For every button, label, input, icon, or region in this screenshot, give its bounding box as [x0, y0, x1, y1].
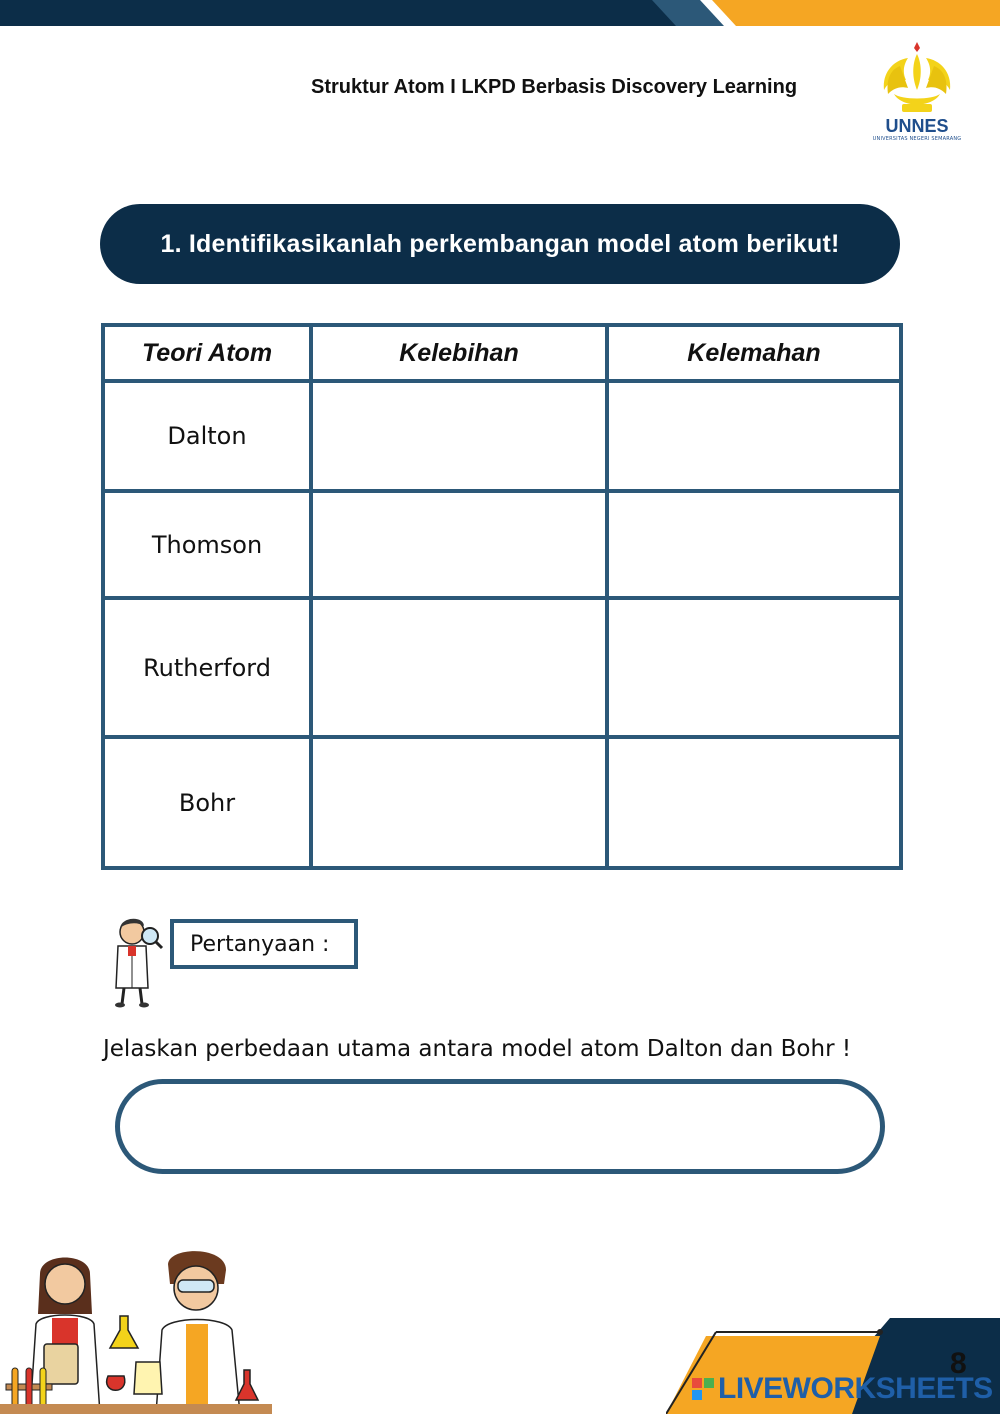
header-decor-bar: [0, 0, 1000, 26]
weaknesses-answer-cell[interactable]: [607, 737, 901, 868]
question-label-box: [170, 919, 358, 969]
table-row: [103, 737, 901, 868]
column-header-theory: Teori Atom: [103, 325, 311, 381]
advantages-answer-cell[interactable]: [311, 491, 607, 598]
advantages-answer-cell[interactable]: [311, 598, 607, 737]
advantages-answer-cell[interactable]: [311, 381, 607, 491]
document-header-title: Struktur Atom I LKPD Berbasis Discovery Learning: [311, 76, 798, 98]
column-header-weaknesses: Kelemahan: [607, 325, 901, 381]
unnes-logo: [872, 38, 962, 146]
instruction-banner: [100, 204, 900, 284]
liveworksheets-logo-icon: [690, 1376, 716, 1402]
question-label: Pertanyaan :: [190, 931, 330, 957]
theory-cell: Bohr: [103, 737, 311, 868]
theory-cell: Rutherford: [103, 598, 311, 737]
table-row: [103, 598, 901, 737]
weaknesses-answer-cell[interactable]: [607, 491, 901, 598]
advantages-answer-cell[interactable]: [311, 737, 607, 868]
logo-text: UNNES: [885, 116, 949, 136]
page-number: 8: [950, 1347, 967, 1380]
scientist-magnifier-icon: [104, 912, 166, 1008]
liveworksheets-wordmark: LIVEWORKSHEETS: [718, 1372, 993, 1405]
weaknesses-answer-cell[interactable]: [607, 381, 901, 491]
table-row: [103, 491, 901, 598]
instruction-text: 1. Identifikasikanlah perkembangan model atom berikut!: [160, 229, 840, 258]
atom-theory-table: [101, 323, 903, 870]
theory-cell: Thomson: [103, 491, 311, 598]
column-header-advantages: Kelebihan: [311, 325, 607, 381]
logo-subtext: UNIVERSITAS NEGERI SEMARANG: [872, 136, 962, 142]
question-text: Jelaskan perbedaan utama antara model atom Dalton dan Bohr !: [103, 1036, 852, 1062]
answer-input-box[interactable]: [115, 1079, 885, 1174]
table-row: [103, 381, 901, 491]
table-header-row: [103, 325, 901, 381]
chemists-illustration-icon: [0, 1244, 272, 1414]
liveworksheets-brand: [690, 1372, 993, 1406]
unnes-emblem-icon: [872, 38, 962, 116]
theory-cell: Dalton: [103, 381, 311, 491]
weaknesses-answer-cell[interactable]: [607, 598, 901, 737]
